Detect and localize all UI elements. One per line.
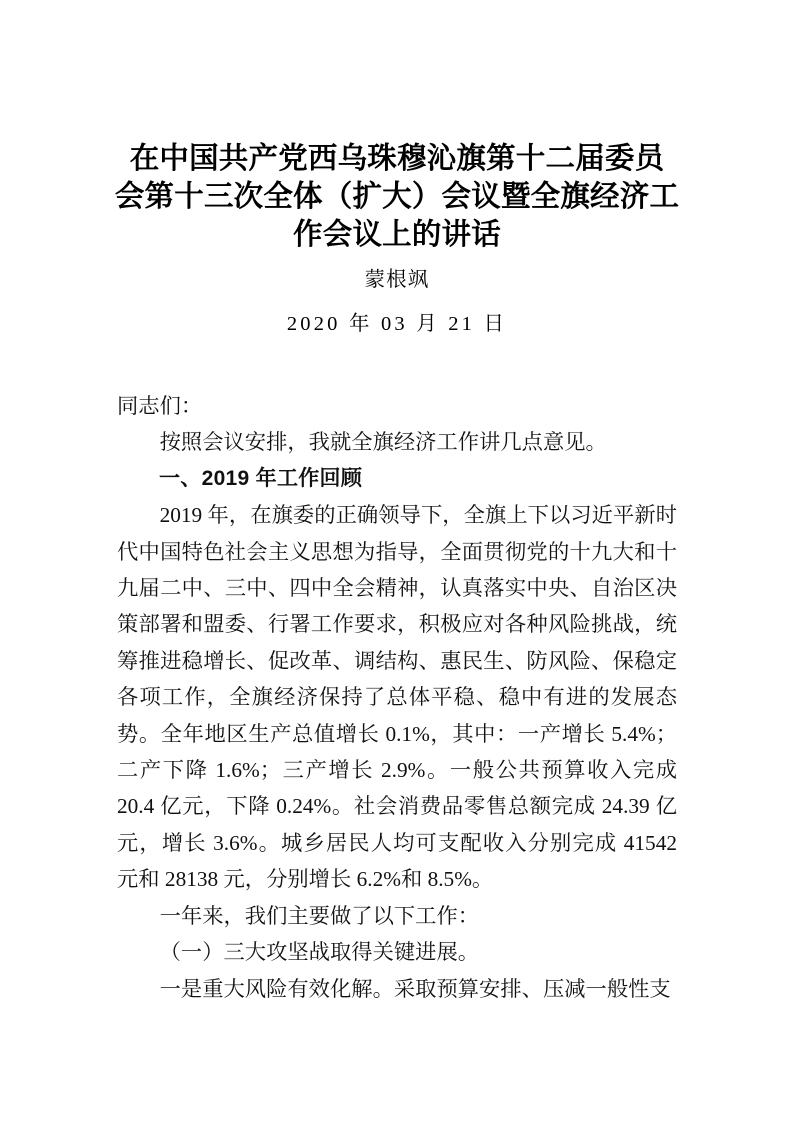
salutation: 同志们： xyxy=(117,394,203,418)
intro-paragraph: 按照会议安排，我就全旗经济工作讲几点意见。 xyxy=(159,430,607,455)
body-paragraph-2: 一年来，我们主要做了以下工作： xyxy=(159,903,480,928)
document-title-line-2: 会第十三次全体（扩大）会议暨全旗经济工 xyxy=(114,181,680,213)
document-author: 蒙根飒 xyxy=(364,269,430,291)
body-paragraph-3: （一）三大攻坚战取得关键进展。 xyxy=(159,940,480,965)
document-body xyxy=(117,388,677,1007)
document-title-line-3: 作会议上的讲话 xyxy=(293,219,501,251)
section-heading-1: 一、2019 年工作回顾 xyxy=(159,466,363,490)
document-title xyxy=(112,140,682,254)
body-paragraph-1: 2019 年，在旗委的正确领导下，全旗上下以习近平新时代中国特色社会主义思想为指导，全面贯彻党的十九大和十九届二中、三中、四中全会精神，认真落实中央、自治区决策部署和盟委、行署工作要求，积极应对各种风险挑战，统筹推进稳增长、促改革、调结构、惠民生、防风险、保稳定各项工作，全旗经济保持了总体平稳、稳中有进的发展态势。全年地区生产总值增长 0.1%，其中：一产增长 5.4%；二产下降 1.6%；三产增长 2.9%。一般公共预算收入完成 20.4 亿元，下降 0.24%。社会消费品零售总额完成 24.39 亿元，增长 3.6%。城乡居民人均可支配收入分别完成 41542 元和 28138 元，分别增长 6.2%和 8.5%。 xyxy=(117,503,677,892)
document-title-line-1: 在中国共产党西乌珠穆沁旗第十二届委员 xyxy=(129,143,665,175)
document-date: 2020 年 03 月 21 日 xyxy=(286,313,508,335)
body-paragraph-4: 一是重大风险有效化解。采取预算安排、压减一般性支 xyxy=(159,976,671,1001)
